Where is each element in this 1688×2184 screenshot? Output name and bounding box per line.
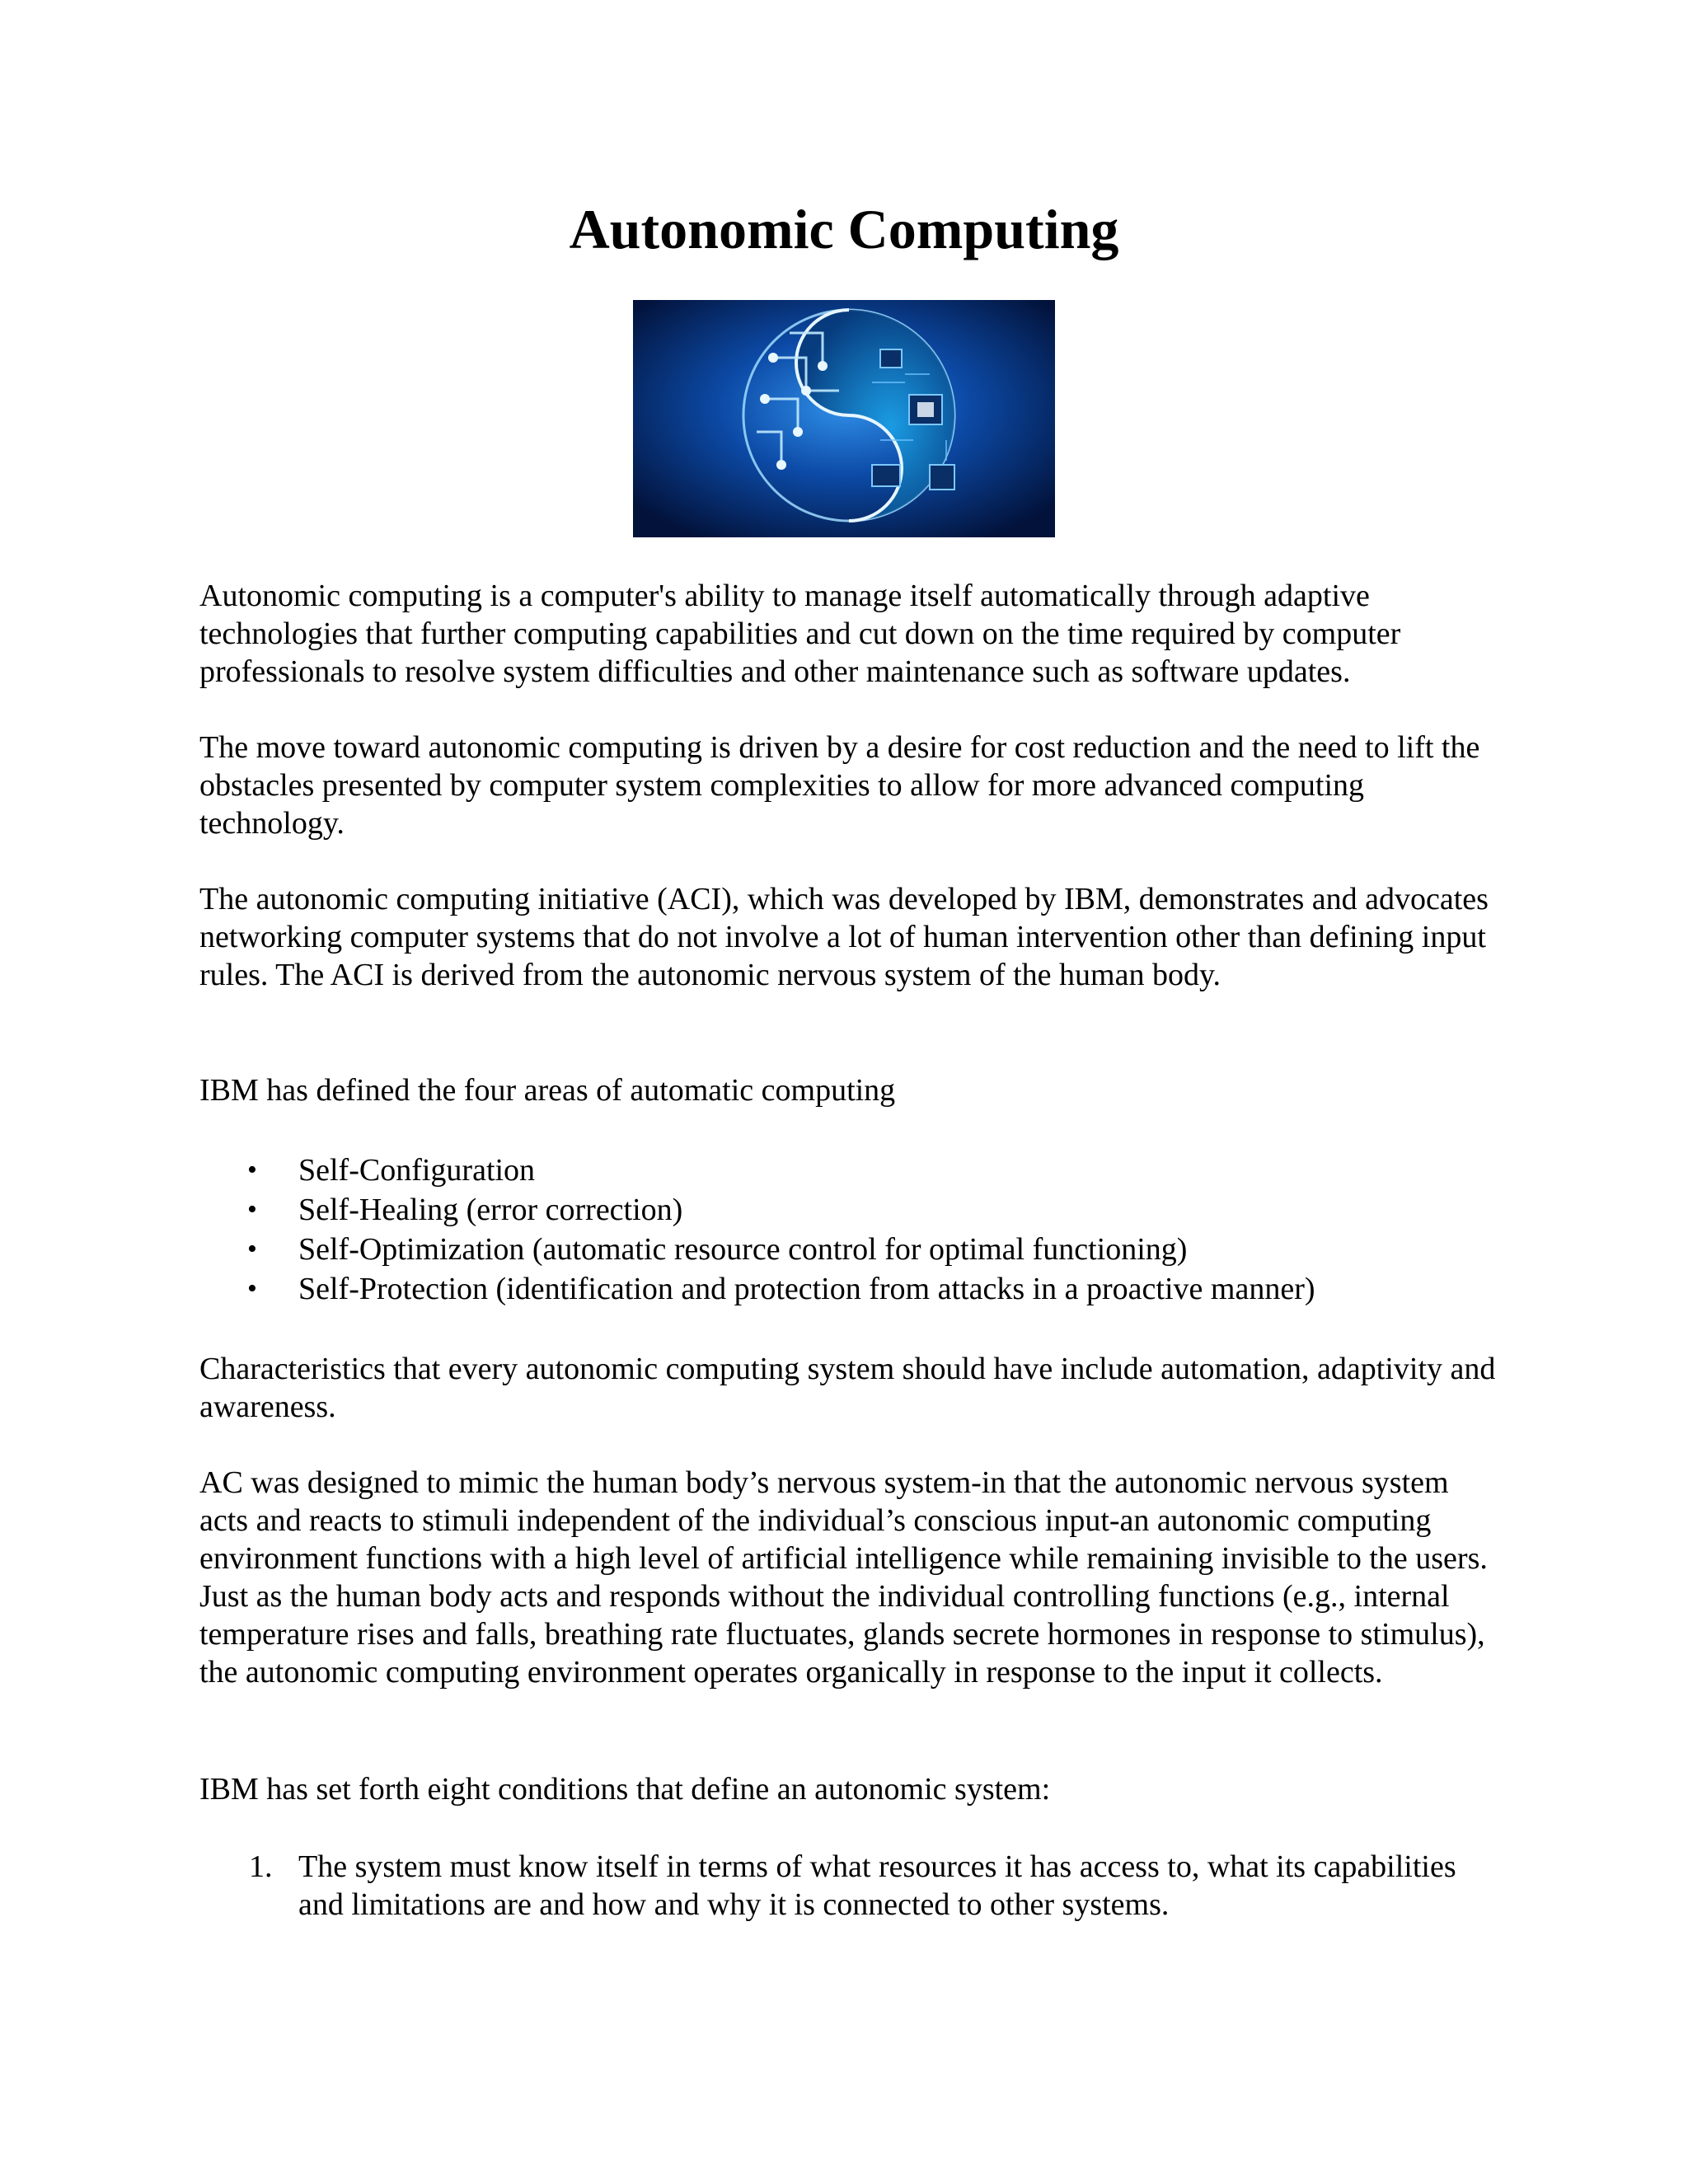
list-item-text: The system must know itself in terms of what resources it has access to, what its capabilities and limitations are and how and why it is connected to other systems. <box>298 1849 1456 1922</box>
list-item <box>199 1190 1502 1230</box>
move-paragraph: The move toward autonomic computing is driven by a desire for cost reduction and the need to lift the obstacles presented by computer system complexities to allow for more advanced computing technology. <box>199 730 1480 841</box>
intro-paragraph: Autonomic computing is a computer's ability to manage itself automatically through adaptive technologies that further computing capabilities and cut down on the time required by computer professionals to resolve system difficulties and other maintenance such as software updates. <box>199 579 1401 689</box>
list-item-text: Self-Protection (identification and protection from attacks in a proactive manner) <box>298 1272 1315 1306</box>
list-item <box>199 1269 1502 1309</box>
characteristics-paragraph: Characteristics that every autonomic computing system should have include automation, adaptivity and awareness. <box>199 1352 1496 1424</box>
conditions-intro-paragraph: IBM has set forth eight conditions that define an autonomic system: <box>199 1772 1051 1807</box>
aci-paragraph: The autonomic computing initiative (ACI), which was developed by IBM, demonstrates and advocates networking computer systems that do not involve a lot of human intervention other than defining input rules. The ACI is derived from the autonomic nervous system of the human body. <box>199 882 1489 992</box>
four-areas-list <box>199 1151 1502 1309</box>
list-item-text: Self-Healing (error correction) <box>298 1193 683 1227</box>
list-item-text: Self-Configuration <box>298 1153 536 1188</box>
conditions-list <box>199 1848 1502 1924</box>
circuit-yin-yang-image <box>633 300 1055 537</box>
list-item <box>199 1151 1502 1190</box>
list-item <box>199 1848 1502 1924</box>
nervous-system-paragraph: AC was designed to mimic the human body’s nervous system-in that the autonomic nervous system acts and reacts to stimuli independent of the individual’s conscious input-an autonomic computing environment functions with a high level of artificial intelligence while remaining invisible to the users. Just as the human body acts and responds without the individual controlling functions (e.g., internal temperature rises and falls, breathing rate fluctuates, glands secrete hormones in response to stimulus), the autonomic computing environment operates organically in response to the input it collects. <box>199 1465 1488 1690</box>
areas-intro-paragraph: IBM has defined the four areas of automatic computing <box>199 1073 896 1108</box>
list-item <box>199 1230 1502 1269</box>
page-title: Autonomic Computing <box>569 198 1119 260</box>
bullet-icon: • <box>247 1273 257 1304</box>
list-number: 1. <box>249 1849 273 1884</box>
bullet-icon: • <box>247 1234 257 1264</box>
bullet-icon: • <box>247 1194 257 1225</box>
bullet-icon: • <box>247 1155 257 1185</box>
list-item-text: Self-Optimization (automatic resource control for optimal functioning) <box>298 1232 1188 1267</box>
